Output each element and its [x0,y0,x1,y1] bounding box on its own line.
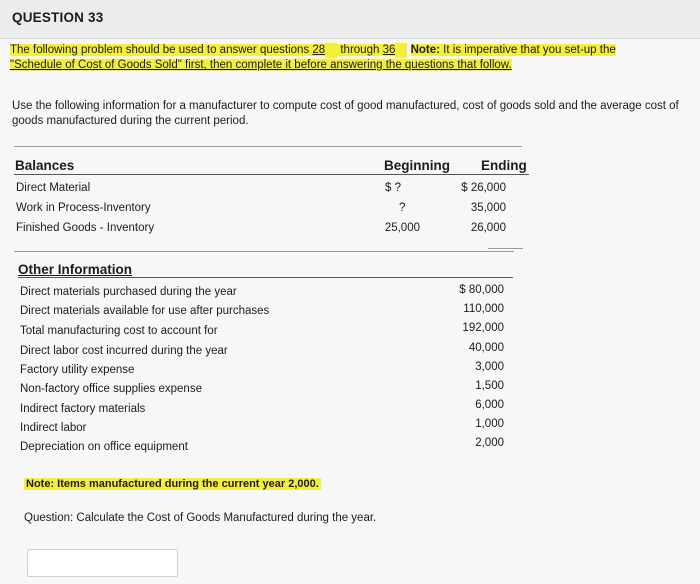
answer-input[interactable] [27,549,178,577]
intro-text-1: The following problem should be used to answer questions [10,44,313,56]
intro-blank-2 [395,43,407,58]
other-row-label: Direct labor cost incurred during the year [20,345,228,357]
balance-row-ending: $ 26,000 [461,182,506,194]
intro-note-label: Note: [410,44,440,56]
other-row-value: 1,500 [475,380,504,392]
balance-row-ending: 35,000 [470,202,506,214]
intro-schedule-text: "Schedule of Cost of Goods Sold" first, then complete it before answering the questions that follow. [10,59,512,71]
balances-ending-rule [488,248,523,249]
balance-row-beginning: 25,000 [384,222,420,234]
balance-row-beginning: ? [399,202,406,214]
balances-header-rule [14,174,529,175]
other-row-label: Depreciation on office equipment [20,441,188,453]
other-row-label: Factory utility expense [20,364,135,376]
balance-row-label: Finished Goods - Inventory [16,222,155,234]
other-row-label: Indirect labor [20,422,87,434]
other-row-value: 2,000 [475,437,504,449]
other-row-label: Indirect factory materials [20,403,146,415]
question-title: QUESTION 33 [12,10,104,25]
beginning-header: Beginning [384,158,450,173]
other-info-header: Other Information [18,262,132,277]
balances-bottom-rule [14,251,514,252]
other-row-value: $ 80,000 [459,284,504,296]
balance-row-label: Direct Material [16,182,91,194]
other-row-value: 3,000 [475,361,504,373]
intro-question-from: 28 [312,44,326,56]
intro-line-2 [10,58,675,73]
balances-top-rule [14,146,522,147]
balance-row-beginning: $ ? [385,182,401,194]
note-highlight: Note: Items manufactured during the current year 2,000. [26,478,319,490]
other-row-value: 110,000 [463,303,504,315]
other-row-value: 1,000 [475,418,504,430]
question-content [0,39,700,584]
intro-text-2: through [337,44,383,56]
other-info-rule [18,277,513,278]
task-description: Use the following information for a manufacturer to compute cost of good manufactured, cost of goods sold and the average cost of goods manufactured during the current period. [12,100,679,127]
intro-question-to: 36 [382,44,396,56]
intro-blank-1 [325,43,337,58]
ending-header: Ending [481,158,527,173]
intro-note-text: It is imperative that you set-up the [439,44,616,56]
question-prompt: Question: Calculate the Cost of Goods Manufactured during the year. [24,512,377,524]
other-row-label: Direct materials available for use after purchases [20,305,270,317]
balance-row-label: Work in Process-Inventory [16,202,151,214]
intro-line-1 [10,43,675,58]
question-header [0,0,700,39]
other-row-label: Total manufacturing cost to account for [20,325,218,337]
balances-header: Balances [15,158,75,173]
balance-row-ending: 26,000 [470,222,506,234]
other-row-value: 6,000 [475,399,504,411]
other-row-label: Direct materials purchased during the year [20,286,237,298]
other-row-label: Non-factory office supplies expense [20,383,202,395]
intro-paragraph [10,43,675,73]
other-row-value: 40,000 [468,342,504,354]
other-row-value: 192,000 [462,322,504,334]
